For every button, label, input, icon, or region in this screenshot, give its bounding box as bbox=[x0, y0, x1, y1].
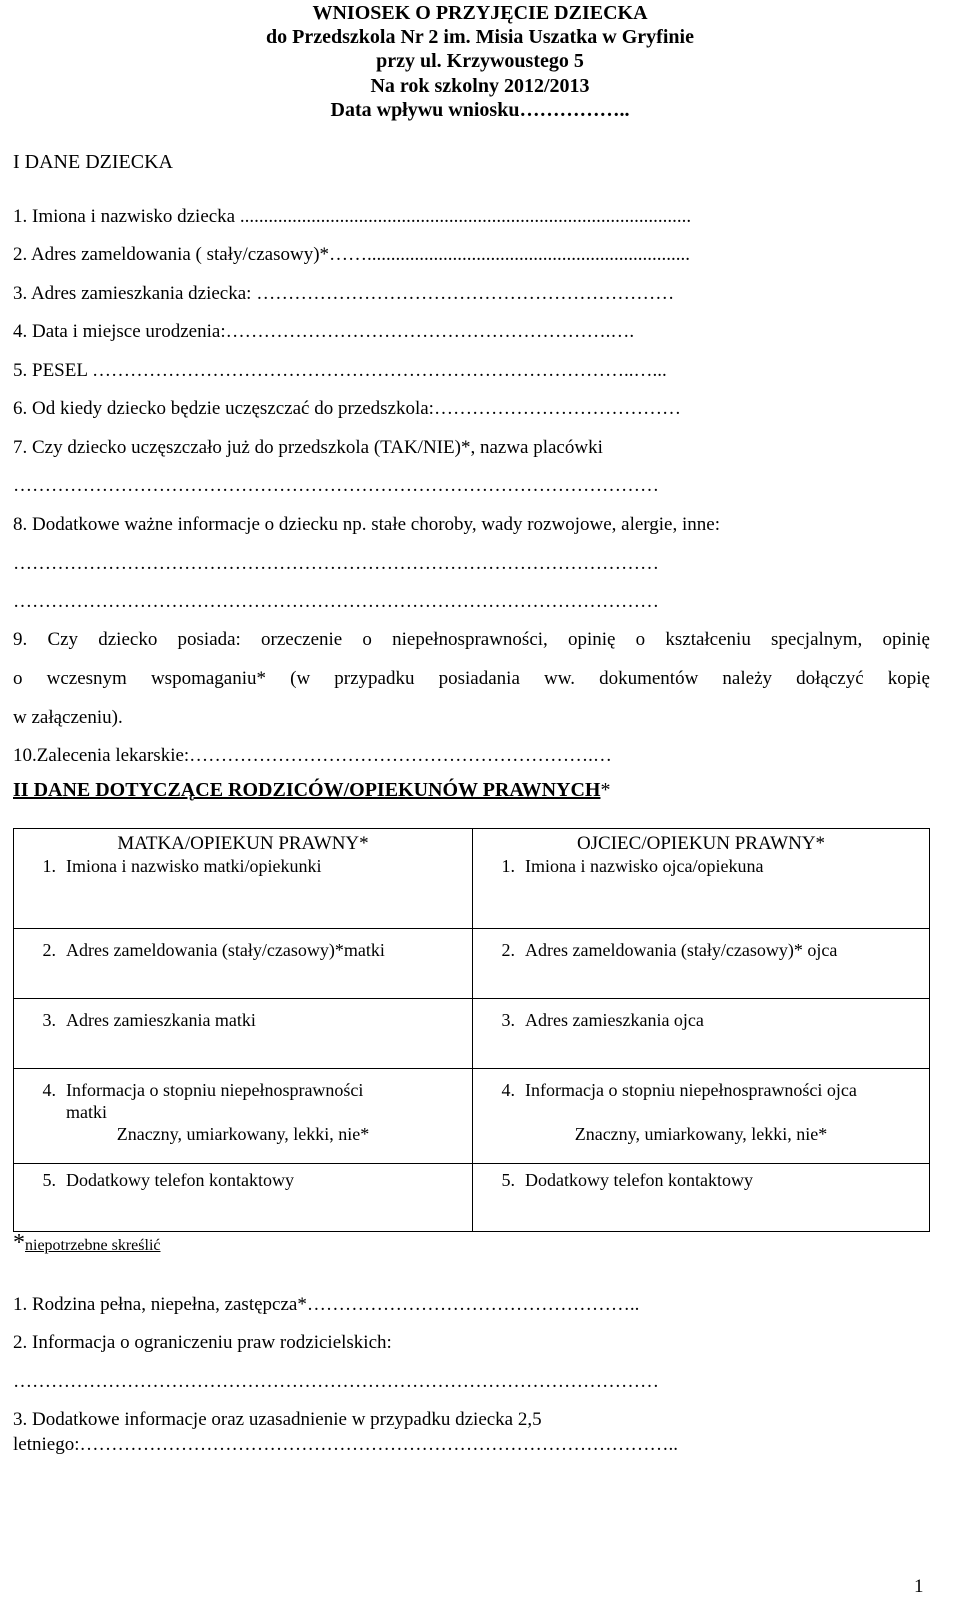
page-number: 1 bbox=[914, 1576, 924, 1597]
father-item-4 bbox=[473, 1069, 929, 1101]
item-number: 5. bbox=[42, 1170, 56, 1190]
receipt-date: Data wpływu wniosku…………….. bbox=[330, 99, 630, 121]
additional-info-question: 8. Dodatkowe ważne informacje o dziecku np. stałe choroby, wady rozwojowe, alergie, inne: bbox=[13, 514, 720, 535]
mother-phone-cell[interactable] bbox=[14, 1164, 473, 1232]
additional-justification-field[interactable]: letniego:………………………………………………………………………………….. bbox=[13, 1434, 678, 1455]
father-disability-options-wrap bbox=[473, 1101, 929, 1145]
footnote bbox=[13, 1230, 161, 1257]
footnote-text: niepotrzebne skreślić bbox=[25, 1237, 161, 1254]
preschool-address: przy ul. Krzywoustego 5 bbox=[376, 50, 584, 72]
item-number: 1. bbox=[42, 856, 56, 876]
father-item-5 bbox=[473, 1164, 929, 1191]
child-name-field[interactable]: 1. Imiona i nazwisko dziecka ............................................................................................... bbox=[13, 206, 692, 227]
mother-item-4 bbox=[14, 1069, 472, 1101]
father-phone-label: Dodatkowy telefon kontaktowy bbox=[525, 1170, 753, 1190]
father-disability-cell[interactable] bbox=[473, 1069, 930, 1164]
mother-disability-label-cont: matki bbox=[66, 1102, 107, 1122]
mother-residence-label: Adres zamieszkania matki bbox=[66, 1010, 256, 1030]
father-name-cell[interactable] bbox=[473, 829, 930, 929]
section-parents-title-star: * bbox=[600, 779, 611, 801]
item-number: 2. bbox=[42, 940, 56, 960]
father-item-1 bbox=[473, 855, 929, 877]
mother-header: MATKA/OPIEKUN PRAWNY* bbox=[117, 833, 369, 854]
footnote-star: * bbox=[13, 1230, 25, 1256]
medical-recommendations-field[interactable]: 10.Zalecenia lekarskie:……………………………………………………….… bbox=[13, 745, 612, 766]
parents-table bbox=[13, 828, 930, 1232]
family-status-field[interactable]: 1. Rodzina pełna, niepełna, zastępcza*…………………………………………….. bbox=[13, 1294, 640, 1315]
father-item-2 bbox=[473, 929, 929, 961]
mother-disability-label: Informacja o stopniu niepełnosprawności bbox=[66, 1080, 364, 1100]
father-residence-cell[interactable] bbox=[473, 999, 930, 1069]
father-disability-label: Informacja o stopniu niepełnosprawności ojca bbox=[525, 1080, 857, 1100]
mother-registered-address-cell[interactable] bbox=[14, 929, 473, 999]
mother-item-3 bbox=[14, 999, 472, 1031]
mother-name-label: Imiona i nazwisko matki/opiekunki bbox=[66, 856, 322, 876]
father-registered-address-cell[interactable] bbox=[473, 929, 930, 999]
section-child-data-title: I DANE DZIECKA bbox=[13, 151, 173, 173]
item-number: 3. bbox=[42, 1010, 56, 1030]
section-parents-title bbox=[13, 779, 610, 802]
father-name-label: Imiona i nazwisko ojca/opiekuna bbox=[525, 856, 764, 876]
disability-question-line-3: w załączeniu). bbox=[13, 707, 123, 728]
child-birth-date-place-field[interactable]: 4. Data i miejsce urodzenia:…………………………………………………….…. bbox=[13, 321, 635, 342]
mother-item-2 bbox=[14, 929, 472, 961]
additional-info-field-2[interactable]: ………………………………………………………………………………………… bbox=[13, 591, 659, 612]
father-item-3 bbox=[473, 999, 929, 1031]
disability-question-line-1: 9. Czy dziecko posiada: orzeczenie o niepełnosprawności, opinię o kształceniu specjalnym, opinię bbox=[13, 629, 930, 650]
mother-disability-options[interactable]: Znaczny, umiarkowany, lekki, nie* bbox=[116, 1124, 370, 1144]
mother-name-cell[interactable] bbox=[14, 829, 473, 929]
parental-rights-field[interactable]: ………………………………………………………………………………………… bbox=[13, 1371, 659, 1392]
mother-registered-address-label: Adres zameldowania (stały/czasowy)*matki bbox=[66, 940, 385, 960]
mother-disability-cell[interactable] bbox=[14, 1069, 473, 1164]
father-registered-address-label: Adres zameldowania (stały/czasowy)* ojca bbox=[525, 940, 838, 960]
previous-preschool-field[interactable]: ………………………………………………………………………………………… bbox=[13, 475, 659, 496]
father-phone-cell[interactable] bbox=[473, 1164, 930, 1232]
form-title: WNIOSEK O PRZYJĘCIE DZIECKA bbox=[312, 2, 648, 24]
father-disability-options[interactable]: Znaczny, umiarkowany, lekki, nie* bbox=[574, 1124, 828, 1144]
child-pesel-field[interactable]: 5. PESEL …………………………………………………………………………..…... bbox=[13, 360, 667, 381]
mother-residence-cell[interactable] bbox=[14, 999, 473, 1069]
attendance-start-field[interactable]: 6. Od kiedy dziecko będzie uczęszczać do przedszkola:………………………………… bbox=[13, 398, 681, 419]
item-number: 2. bbox=[501, 940, 515, 960]
section-parents-title-text: II DANE DOTYCZĄCE RODZICÓW/OPIEKUNÓW PRAWNYCH bbox=[13, 779, 601, 801]
item-number: 3. bbox=[501, 1010, 515, 1030]
item-number: 4. bbox=[501, 1080, 515, 1100]
mother-item-1 bbox=[14, 855, 472, 877]
mother-item-5 bbox=[14, 1164, 472, 1191]
father-header: OJCIEC/OPIEKUN PRAWNY* bbox=[576, 833, 826, 854]
previous-preschool-question: 7. Czy dziecko uczęszczało już do przedszkola (TAK/NIE)*, nazwa placówki bbox=[13, 437, 603, 458]
mother-phone-label: Dodatkowy telefon kontaktowy bbox=[66, 1170, 294, 1190]
school-year: Na rok szkolny 2012/2013 bbox=[370, 75, 590, 97]
child-residence-address-field[interactable]: 3. Adres zamieszkania dziecka: ………………………………………………………… bbox=[13, 283, 675, 304]
child-registered-address-field[interactable]: 2. Adres zameldowania ( stały/czasowy)*…….................................................................... bbox=[13, 244, 691, 265]
item-number: 4. bbox=[42, 1080, 56, 1100]
disability-question-line-2: o wczesnym wspomaganiu* (w przypadku posiadania ww. dokumentów należy dołączyć kopię bbox=[13, 668, 930, 689]
additional-info-field-1[interactable]: ………………………………………………………………………………………… bbox=[13, 553, 659, 574]
item-number: 1. bbox=[501, 856, 515, 876]
preschool-name: do Przedszkola Nr 2 im. Misia Uszatka w Gryfinie bbox=[266, 26, 694, 48]
item-number: 5. bbox=[501, 1170, 515, 1190]
parental-rights-question: 2. Informacja o ograniczeniu praw rodzicielskich: bbox=[13, 1332, 392, 1353]
additional-justification-question: 3. Dodatkowe informacje oraz uzasadnienie w przypadku dziecka 2,5 bbox=[13, 1409, 542, 1430]
father-residence-label: Adres zamieszkania ojca bbox=[525, 1010, 704, 1030]
